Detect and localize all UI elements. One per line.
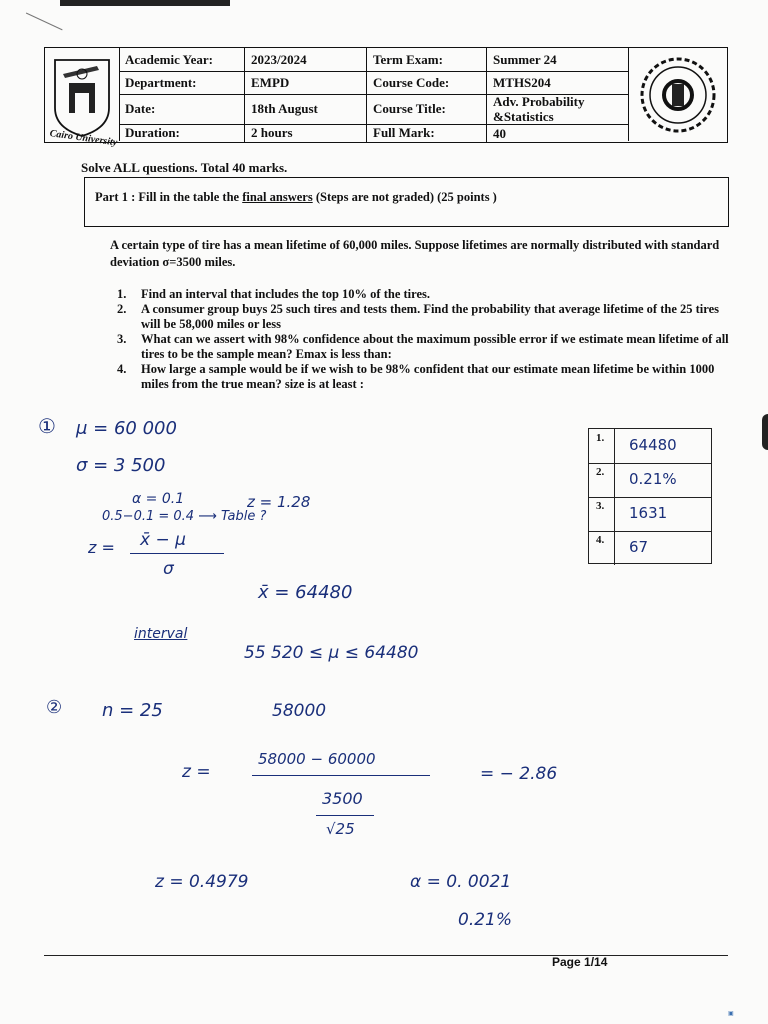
question-text: How large a sample would be if we wish to be 98% confident that our estimate mean lifetime be within 1000 miles from the true mean? size is at least :: [141, 362, 715, 391]
value-course-code: MTHS204: [493, 75, 551, 90]
work-z2-lhs: z =: [182, 762, 211, 782]
value-date: 18th August: [245, 94, 367, 124]
header-row: [119, 94, 629, 125]
answer-row: [589, 497, 711, 532]
header-row: [119, 71, 629, 95]
value-department: EMPD: [245, 71, 367, 94]
question-number: 4.: [117, 362, 127, 376]
work-value: 58000: [272, 701, 327, 721]
work-interval-label: interval: [134, 626, 188, 642]
work-z-num: x̄ − μ: [140, 530, 186, 550]
fraction-bar: [252, 775, 430, 776]
value-term-exam: Summer 24: [493, 52, 557, 67]
work-z2-num: 58000 − 60000: [258, 750, 376, 768]
answer-number: 1.: [589, 429, 615, 463]
question-item: [117, 287, 729, 302]
part1-prefix: Part 1 : Fill in the table the: [95, 190, 243, 204]
footer-rule: [44, 955, 728, 956]
q2-mark: ②: [46, 697, 63, 718]
work-zprob: z = 0.4979: [155, 872, 249, 892]
answer-row: [589, 429, 711, 464]
work-step: 0.5−0.1 = 0.4 ⟶ Table ?: [102, 509, 267, 524]
page-edge-shadow: [762, 414, 768, 450]
work-z2-den2: √25: [326, 820, 355, 838]
page-number: Page 1/14: [552, 955, 608, 969]
answer-number: 3.: [589, 497, 615, 531]
q1-mark: ①: [38, 414, 56, 438]
part1-underlined: final answers: [242, 190, 313, 204]
fraction-bar: [316, 815, 374, 816]
question-number: 3.: [117, 332, 127, 346]
value-academic-year: 2023/2024: [245, 48, 367, 71]
question-text: What can we assert with 98% confidence about the maximum possible error if we estimate mean lifetime of all tires to be the sample mean? Emax is less than:: [141, 332, 729, 361]
question-text: A consumer group buys 25 such tires and tests them. Find the probability that average lifetime of the 25 tires will be 58,000 miles or less: [141, 302, 720, 331]
label-duration: Duration:: [119, 124, 245, 142]
top-edge-mark: [60, 0, 230, 6]
answer-row: [589, 463, 711, 498]
work-alpha: α = 0.1: [132, 491, 185, 507]
label-department: Department:: [119, 71, 245, 94]
exam-header-table: [44, 47, 728, 149]
work-mu: μ = 60 000: [76, 418, 177, 439]
work-z2-den: 3500: [322, 789, 363, 808]
value-course-title: Adv. Probability &Statistics: [493, 94, 585, 124]
header-grid: [119, 48, 629, 142]
work-z-lhs: z =: [88, 538, 115, 557]
instructions: Solve ALL questions. Total 40 marks.: [81, 160, 288, 175]
part1-suffix: (Steps are not graded) (25 points ): [312, 190, 497, 204]
question-item: [117, 362, 729, 392]
label-date: Date:: [119, 94, 245, 124]
label-full-mark: Full Mark:: [367, 124, 487, 142]
question-item: [117, 332, 729, 362]
work-interval: 55 520 ≤ μ ≤ 64480: [244, 643, 419, 663]
value-duration: 2 hours: [245, 124, 367, 142]
work-xbar: x̄ = 64480: [258, 582, 353, 603]
header-row: [119, 48, 629, 72]
answer-value: 0.21%: [629, 470, 677, 488]
question-number: 1.: [117, 287, 127, 301]
answer-value: 1631: [629, 504, 668, 522]
problem-statement: A certain type of tire has a mean lifetime of 60,000 miles. Suppose lifetimes are normally distributed with standard deviation σ=3500 miles.: [110, 238, 720, 269]
university-logo-left: [45, 48, 120, 149]
header-row: [119, 124, 629, 142]
value-full-mark: 40: [493, 125, 506, 141]
pen-stroke: [17, 13, 62, 49]
answer-table: [588, 428, 712, 564]
fraction-bar: [130, 553, 224, 554]
label-term-exam: Term Exam:: [367, 48, 487, 71]
question-item: [117, 302, 729, 332]
work-n: n = 25: [102, 700, 163, 721]
label-course-code: Course Code:: [367, 71, 487, 94]
work-sigma: σ = 3 500: [76, 455, 166, 476]
answer-value: 67: [629, 538, 649, 556]
part1-title: [95, 190, 497, 205]
question-text: Find an interval that includes the top 10% of the tires.: [141, 287, 431, 301]
answer-row: [589, 531, 711, 565]
part1-box: [84, 177, 729, 227]
faculty-logo-right: [628, 48, 727, 141]
work-alpha2: α = 0. 0021: [410, 872, 512, 892]
question-number: 2.: [117, 302, 127, 316]
scanner-badge-icon: ▣: [728, 1011, 734, 1017]
work-z2-result: = − 2.86: [480, 764, 558, 784]
answer-number: 4.: [589, 531, 615, 565]
work-z: z = 1.28: [247, 493, 311, 511]
university-name: Cairo University: [49, 128, 118, 149]
work-pct: 0.21%: [458, 910, 513, 930]
label-course-title: Course Title:: [367, 94, 487, 124]
answer-number: 2.: [589, 463, 615, 497]
label-academic-year: Academic Year:: [119, 48, 245, 71]
answer-value: 64480: [629, 436, 677, 454]
work-z-den: σ: [163, 559, 174, 579]
question-list: [117, 287, 729, 392]
